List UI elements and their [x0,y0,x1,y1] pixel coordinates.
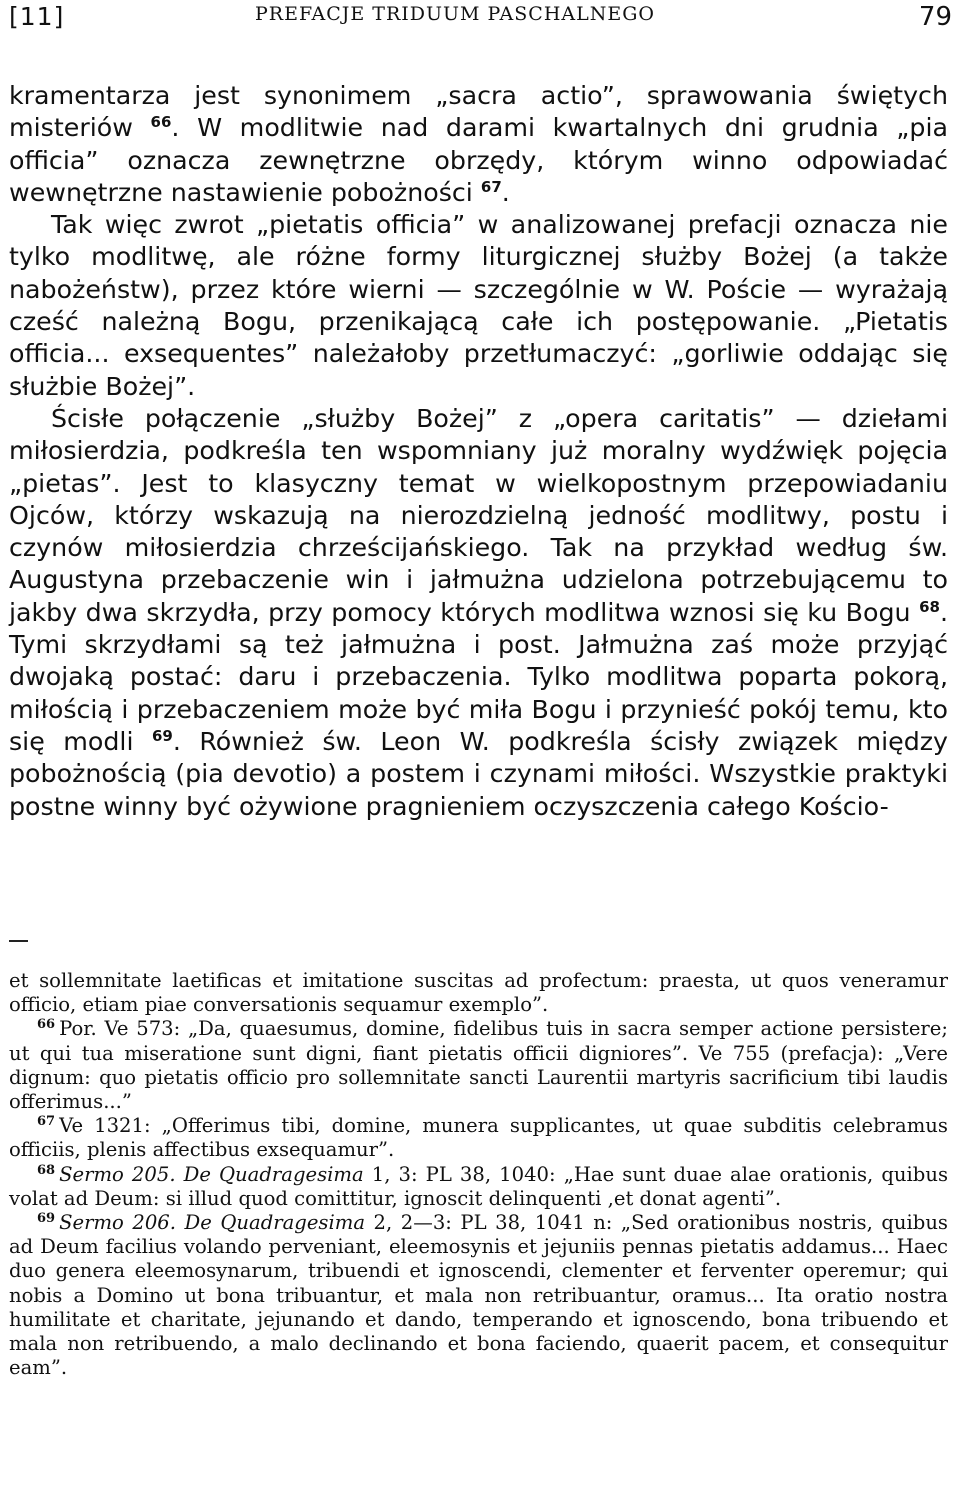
footnote-source-title: Sermo 206. De Quadragesima [59,1211,366,1235]
footnote-source-title: Sermo 205. De Quadragesima [59,1162,364,1186]
text-run: kramentarza jest synonimem „sacra actio”, sprawowania świętych misteriów [9,81,948,143]
footnote-69 [9,1211,948,1380]
footnote-ref-67: 67 [480,177,502,196]
text-run: . [501,177,510,207]
footnote-68 [9,1163,948,1211]
text-run: . W modlitwie nad darami kwartalnych dni grudnia „pia officia” oznacza zewnętrzne obrzędy, którym winno odpowiadać wewnętrzne nastawienie pobożności [9,113,948,207]
paragraph-3 [9,403,948,823]
footnote-text: 1, 3: PL 38, 1040: „Hae sunt duae alae orationis, quibus volat ad Deum: si illud quod comittitur, ignoscit delinquenti ,et donat agenti”. [9,1162,948,1210]
footnote-separator [9,940,28,942]
paragraph-1 [9,80,948,209]
footnote-number: 67 [37,1114,56,1130]
footnote-number: 68 [37,1162,56,1178]
footnotes [9,969,948,1380]
text-run: . Również św. Leon W. podkreśla ścisły związek między pobożnością (pia devotio) a postem i czynami miłości. Wszystkie praktyki postne winny być ożywione pragnieniem oczyszczenia całego Kościo- [9,726,949,821]
footnote-text: Ve 1321: „Offerimus tibi, domine, munera supplicantes, ut quae subditis celebramus officiis, plenis affectibus exsequamur”. [9,1114,948,1162]
footnote-text: 2, 2—3: PL 38, 1041 n: „Sed orationibus nostris, quibus ad Deum facilius volando perveniant, eleemosynis et jejuniis pennas pietatis addamus... Haec duo genera eleemosynarum, tribuendi et ignoscendi, clementer et ferventer operemur; qui nobis a Domino ut bona tribuantur, et mala non retribuantur, oramus... Ita oratio nostra humilitate et charitate, jejunando et dando, temperando et ignoscendo, bona tribuendo et mala non retribuendo, a malo declinando et bona faciendo, quaerit pacem, et consequitur eam”. [9,1211,948,1380]
running-title: PREFACJE TRIDUUM PASCHALNEGO [255,3,655,25]
footnote-66 [9,1017,948,1114]
text-run: Ścisłe połączenie „służby Bożej” z „opera caritatis” — dziełami miłosierdzia, podkreśla ten wspomniany już moralny wydźwięk pojęcia „pietas”. Jest to klasyczny temat w wielkopostnym przepowiadaniu Ojców, którzy wskazują na nierozdzielną jedność modlitwy, postu i czynów miłosierdzia chrześcijańskiego. Tak na przykład według św. Augustyna przebaczenie win i jałmużna udzielona potrzebującemu to jakby dwa skrzydła, przy pomocy których modlitwa wznosi się ku Bogu [9,403,948,627]
footnote-number: 69 [37,1211,56,1227]
footnote-text: Por. Ve 573: „Da, quaesumus, domine, fidelibus tuis in sacra semper actione persistere; ut qui tua miseratione sunt digni, fiant pietatis officii digniores”. Ve 755 (prefacja): „Vere dignum: quo pietatis officio pro sollemnitate sancti Laurentii martyris sacrificium tibi laudis offerimus...” [9,1017,948,1114]
footnote-67 [9,1114,948,1162]
text-run: . Tymi skrzydłami są też jałmużna i post. Jałmużna zaś może przyjąć dwojaką postać: daru i przebaczenia. Tylko modlitwa poparta pokorą, miłością i przebaczeniem może być miła Bogu i przynieść pokój temu, kto się modli [9,597,948,756]
footnote-number: 66 [37,1017,56,1033]
footnote-ref-68: 68 [919,597,940,616]
paragraph-2: Tak więc zwrot „pietatis officia” w analizowanej prefacji oznacza nie tylko modlitwę, ale różne formy liturgicznej służby Bożej (a także nabożeństw), przez które wierni — szczególnie w W. Poście — wyrażają cześć należną Bogu, przenikającą całe ich postępowanie. „Pietatis officia... exsequentes” należałoby przetłumaczyć: „gorliwie oddając się służbie Bożej”. [9,210,948,401]
main-text [9,80,948,823]
page-number: 79 [918,2,952,32]
footnote-ref-66: 66 [150,113,172,132]
running-head [9,0,952,36]
footnote-ref-69: 69 [151,726,173,745]
section-number: [11] [9,2,65,31]
footnote-continuation: et sollemnitate laetificas et imitatione suscitas ad profectum: praesta, ut quos veneramur officio, etiam piae conversationis sequamur exemplo”. [9,969,948,1017]
